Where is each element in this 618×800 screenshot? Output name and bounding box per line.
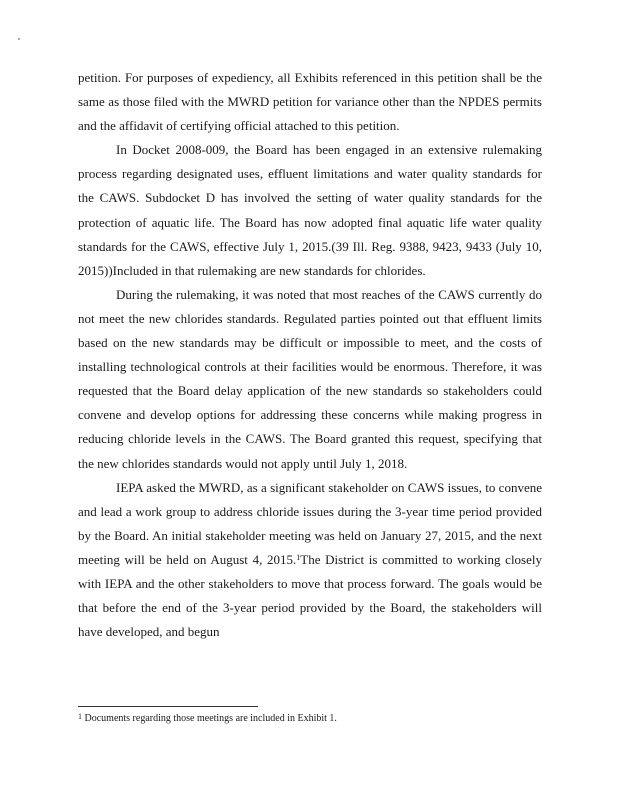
paragraph-iepa-text-a: IEPA asked the MWRD, as a significant stakeholder on CAWS issues, to convene and lead a work group to address chloride issues during the 3-year time period provided by the Board. An initial stakeholder meeting was held on January 27, 2015, and the next meeting will be held on August 4, 2015. (78, 479, 542, 567)
scan-speck (18, 38, 20, 40)
footnote-mark: 1 (78, 712, 82, 721)
document-body (78, 66, 542, 644)
footnote (78, 712, 548, 726)
footnote-divider (78, 706, 258, 707)
paragraph-iepa (78, 476, 542, 645)
paragraph-iepa-text-b: The District is committed to working closely with IEPA and the other stakeholders to move that process forward. The goals would be that before the end of the 3-year period provided by the Board, the stakeholders will have developed, and begun (78, 551, 542, 640)
paragraph-rulemaking: During the rulemaking, it was noted that most reaches of the CAWS currently do not meet the new chlorides standards. Regulated parties pointed out that effluent limits based on the new standards may be difficult or impossible to meet, and the costs of installing technological controls at their facilities would be enormous. Therefore, it was requested that the Board delay application of the new standards so stakeholders could convene and develop options for addressing these concerns while making progress in reducing chloride levels in the CAWS. The Board granted this request, specifying that the new chlorides standards would not apply until July 1, 2018. (78, 286, 542, 471)
paragraph-docket: In Docket 2008-009, the Board has been engaged in an extensive rulemaking process regarding designated uses, effluent limitations and water quality standards for the CAWS. Subdocket D has involved the setting of water quality standards for the protection of aquatic life. The Board has now adopted final aquatic life water quality standards for the CAWS, effective July 1, 2015.(39 Ill. Reg. 9388, 9423, 9433 (July 10, 2015))Included in that rulemaking are new standards for chlorides. (78, 142, 542, 278)
paragraph-continuation: petition. For purposes of expediency, all Exhibits referenced in this petition shall be the same as those filed with the MWRD petition for variance other than the NPDES permits and the affidavit of certifying official attached to this petition. (78, 70, 542, 134)
footnote-reference: 1 (296, 552, 301, 562)
footnote-text: Documents regarding those meetings are included in Exhibit 1. (82, 713, 337, 724)
